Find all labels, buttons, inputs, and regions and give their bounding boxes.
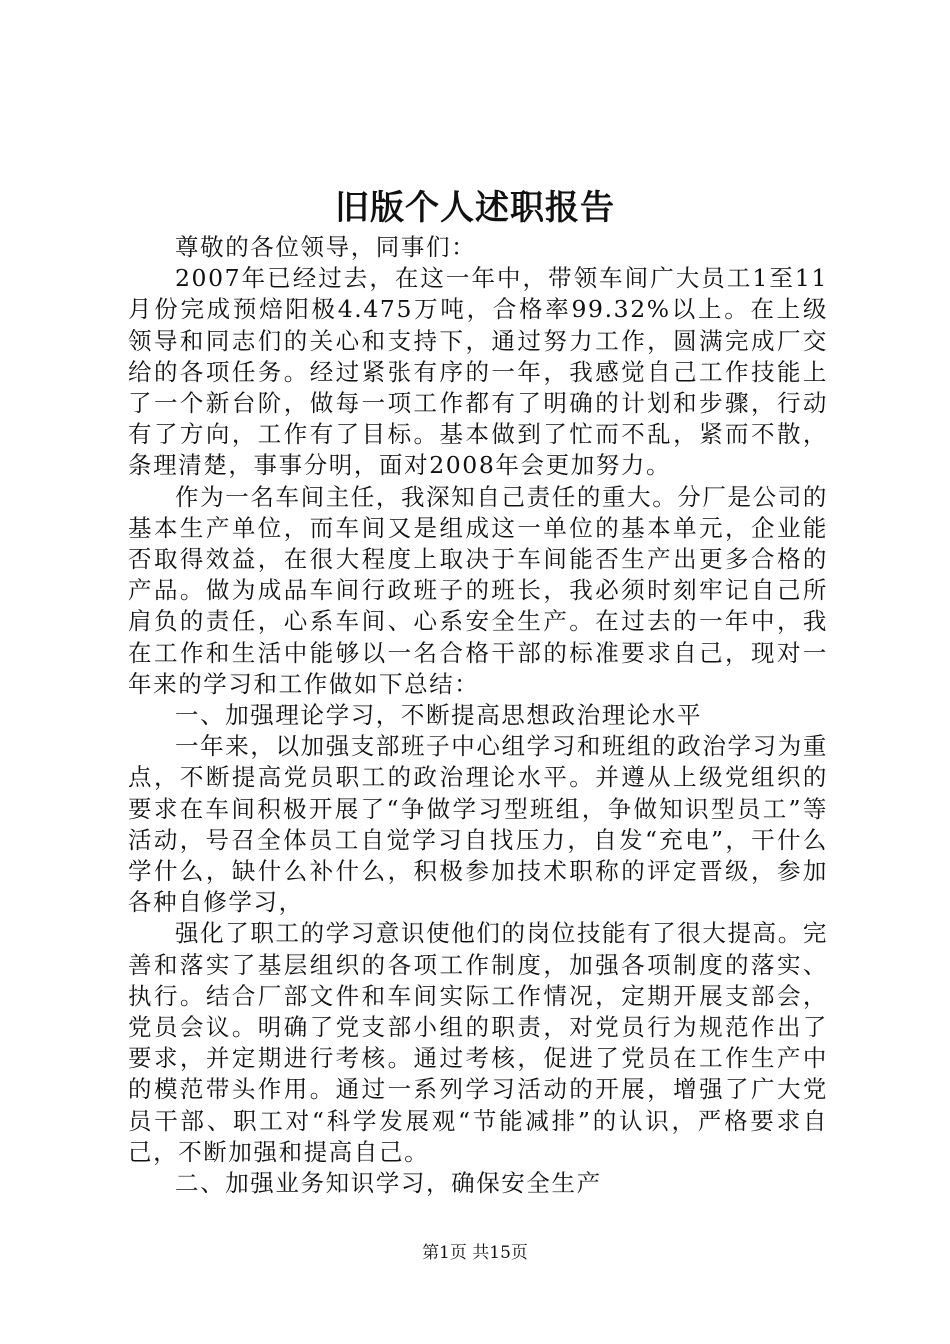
body-paragraph: 一年来，以加强支部班子中心组学习和班组的政治学习为重点，不断提高党员职工的政治理论水平。并遵从上级党组织的要求在车间积极开展了“争做学习型班组，争做知识型员工”等活动，号召全体员工自觉学习自找压力，自发“充电”，干什么学什么，缺什么补什么，积极参加技术职称的评定晋级，参加各种自修学习， bbox=[128, 732, 828, 917]
section-heading: 一、加强理论学习，不断提高思想政治理论水平 bbox=[175, 701, 703, 730]
section-heading: 二、加强业务知识学习，确保安全生产 bbox=[175, 1169, 602, 1198]
document-body bbox=[128, 232, 828, 1199]
body-paragraph: 2007年已经过去，在这一年中，带领车间广大员工1至11月份完成预焙阳极4.475万吨，合格率99.32%以上。在上级领导和同志们的关心和支持下，通过努力工作，圆满完成厂交给的各项任务。经过紧张有序的一年，我感觉自己工作技能上了一个新台阶，做每一项工作都有了明确的计划和步骤，行动有了方向，工作有了目标。基本做到了忙而不乱，紧而不散，条理清楚，事事分明，面对2008年会更加努力。 bbox=[128, 264, 828, 480]
document-title: 旧版个人述职报告 bbox=[335, 188, 615, 228]
page-footer: 第1页 共15页 bbox=[422, 1243, 528, 1263]
body-paragraph: 作为一名车间主任，我深知自己责任的重大。分厂是公司的基本生产单位，而车间又是组成这一单位的基本单元，企业能否取得效益，在很大程度上取决于车间能否生产出更多合格的产品。做为成品车间行政班子的班长，我必须时刻牢记自己所肩负的责任，心系车间、心系安全生产。在过去的一年中，我在工作和生活中能够以一名合格干部的标准要求自己，现对一年来的学习和工作做如下总结： bbox=[128, 482, 828, 698]
body-paragraph: 强化了职工的学习意识使他们的岗位技能有了很大提高。完善和落实了基层组织的各项工作制度，加强各项制度的落实、执行。结合厂部文件和车间实际工作情况，定期开展支部会，党员会议。明确了党支部小组的职责，对党员行为规范作出了要求，并定期进行考核。通过考核，促进了党员在工作生产中的模范带头作用。通过一系列学习活动的开展，增强了广大党员干部、职工对“科学发展观“节能减排”的认识，严格要求自己，不断加强和提高自己。 bbox=[128, 919, 828, 1166]
salutation-paragraph: 尊敬的各位领导，同事们： bbox=[175, 233, 477, 261]
